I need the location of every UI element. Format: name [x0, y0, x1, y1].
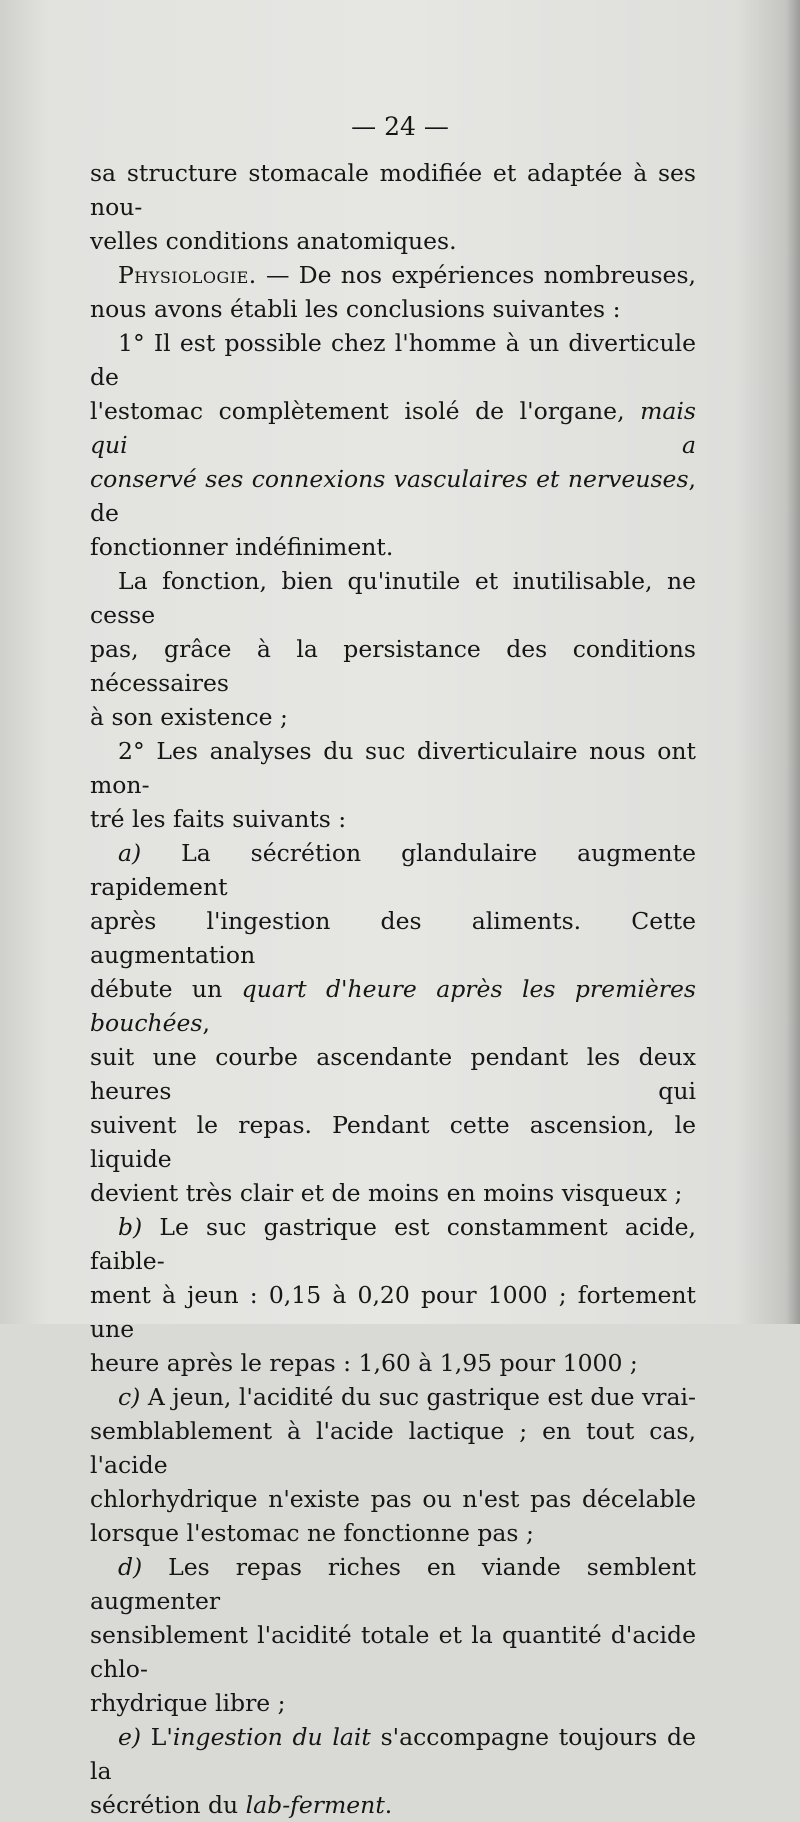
text-line: [90, 972, 696, 1040]
text-run: L': [141, 1723, 173, 1751]
text-line: [90, 1550, 696, 1618]
text-run: , de: [90, 465, 696, 527]
text-line: sa structure stomacale modifiée et adaptée à ses nou-: [90, 159, 696, 221]
paragraph-item-b: [90, 1210, 696, 1380]
paragraph-item-a: [90, 836, 696, 1210]
page-number: — 24 —: [351, 112, 449, 141]
text-line: tré les faits suivants :: [90, 805, 347, 833]
text-line: semblablement à l'acide lactique ; en tout cas, l'acide: [90, 1417, 696, 1479]
text-run: .: [384, 1791, 393, 1819]
text-line: [90, 1720, 696, 1788]
italic-run: quart d'heure après les premières bouchées: [90, 975, 696, 1037]
text-line: à son existence ;: [90, 703, 288, 731]
text-line: pas, grâce à la persistance des conditions nécessaires: [90, 635, 696, 697]
paragraph-item-e: [90, 1720, 696, 1822]
text-run: sécrétion du: [90, 1791, 246, 1819]
italic-run: lab-ferment: [245, 1791, 385, 1819]
text-line: [90, 836, 696, 904]
italic-run: ingestion du lait: [172, 1723, 371, 1751]
text-line: lorsque l'estomac ne fonctionne pas ;: [90, 1519, 534, 1547]
paragraph-conclusion-1: [90, 326, 696, 564]
italic-run: mais qui a: [90, 397, 696, 459]
text-run: A jeun, l'acidité du suc gastrique est due vrai-: [140, 1383, 696, 1411]
paragraph-conclusion-2: [90, 734, 696, 836]
page-edge-shadow: [786, 0, 800, 1324]
text-line: sensiblement l'acidité totale et la quantité d'acide chlo-: [90, 1621, 696, 1683]
section-label: Physiologie.: [118, 261, 257, 289]
text-line: La fonction, bien qu'inutile et inutilisable, ne cesse: [90, 567, 696, 629]
paragraph-item-c: [90, 1380, 696, 1550]
text-line: nous avons établi les conclusions suivantes :: [90, 295, 621, 323]
text-line: rhydrique libre ;: [90, 1689, 286, 1717]
text-line: [90, 1380, 696, 1414]
text-line: fonctionner indéfiniment.: [90, 533, 394, 561]
text-line: [90, 1788, 696, 1822]
text-line: suivent le repas. Pendant cette ascension, le liquide: [90, 1111, 696, 1173]
paragraph-item-d: [90, 1550, 696, 1720]
text-line: [90, 258, 696, 292]
text-line: chlorhydrique n'existe pas ou n'est pas décelable: [90, 1485, 696, 1513]
paragraph-physiology: [90, 258, 696, 326]
paragraph-function: [90, 564, 696, 734]
text-line: 2° Les analyses du suc diverticulaire nous ont mon-: [90, 737, 696, 799]
text-run: Le suc gastrique est constamment acide, faible-: [90, 1213, 696, 1275]
text-run: l'estomac complètement isolé de l'organe,: [90, 397, 641, 425]
text-line: heure après le repas : 1,60 à 1,95 pour 1000 ;: [90, 1349, 638, 1377]
text-line: [90, 1210, 696, 1278]
text-line: suit une courbe ascendante pendant les deux heures qui: [90, 1043, 696, 1105]
text-run: débute un: [90, 975, 242, 1003]
text-run: s'accompagne toujours de la: [90, 1723, 697, 1785]
text-run: ,: [202, 1009, 210, 1037]
text-line: [90, 394, 696, 462]
text-run: La sécrétion glandulaire augmente rapidement: [90, 839, 696, 901]
paragraph-structure: [90, 156, 696, 258]
text-run: — De nos expériences nombreuses,: [256, 261, 696, 289]
list-marker: d): [118, 1553, 143, 1581]
text-line: [90, 462, 696, 530]
text-line: après l'ingestion des aliments. Cette augmentation: [90, 907, 696, 969]
italic-run: conservé ses connexions vasculaires et nerveuses: [90, 465, 689, 493]
list-marker: e): [118, 1723, 142, 1751]
text-line: 1° Il est possible chez l'homme à un diverticule de: [90, 329, 696, 391]
list-marker: b): [118, 1213, 143, 1241]
text-run: Les repas riches en viande semblent augmenter: [90, 1553, 696, 1615]
text-line: devient très clair et de moins en moins visqueux ;: [90, 1179, 683, 1207]
text-line: ment à jeun : 0,15 à 0,20 pour 1000 ; fortement une: [90, 1281, 696, 1343]
body-text: [90, 156, 696, 1822]
text-line: velles conditions anatomiques.: [90, 227, 457, 255]
list-marker: a): [118, 839, 142, 867]
list-marker: c): [118, 1383, 141, 1411]
